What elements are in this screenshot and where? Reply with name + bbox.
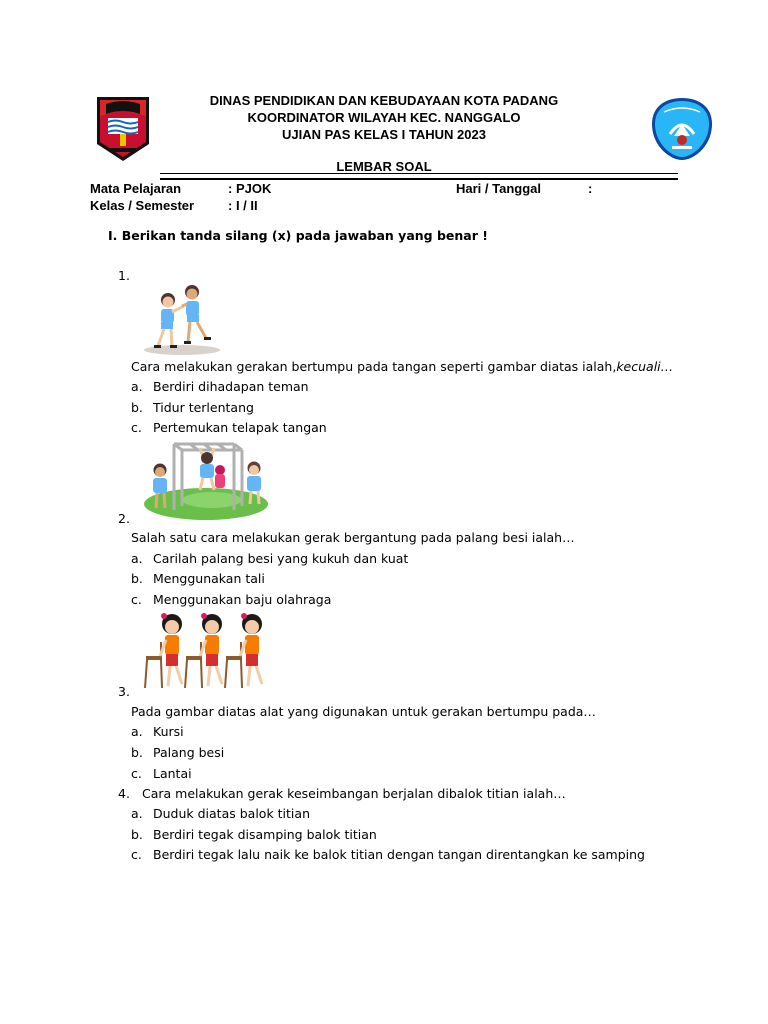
option-letter: a.	[131, 379, 143, 394]
question-4-option-a[interactable]	[131, 806, 310, 821]
monkey-bars-illustration	[142, 440, 268, 522]
option-text: Tidur terlentang	[153, 400, 254, 415]
option-text: Duduk diatas balok titian	[153, 806, 310, 821]
option-letter: b.	[131, 571, 143, 586]
question-2-text: Salah satu cara melakukan gerak bergantung pada palang besi ialah…	[131, 530, 575, 545]
option-text: Kursi	[153, 724, 184, 739]
question-3-text: Pada gambar diatas alat yang digunakan untuk gerakan bertumpu pada…	[131, 704, 596, 719]
header-line-1: DINAS PENDIDIKAN DAN KEBUDAYAAN KOTA PADANG	[209, 93, 559, 108]
class-label: Kelas / Semester	[90, 198, 195, 213]
option-letter: c.	[131, 847, 142, 862]
option-text: Berdiri dihadapan teman	[153, 379, 309, 394]
question-1-option-b[interactable]	[131, 400, 254, 415]
option-text: Palang besi	[153, 745, 225, 760]
option-text: Menggunakan baju olahraga	[153, 592, 332, 607]
question-3-option-c[interactable]	[131, 766, 192, 781]
question-4-option-c[interactable]	[131, 847, 645, 862]
question-4-number: 4.	[118, 786, 130, 801]
option-letter: b.	[131, 827, 143, 842]
question-2-option-b[interactable]	[131, 571, 265, 586]
option-letter: a.	[131, 724, 143, 739]
header-divider	[160, 173, 678, 174]
header-line-3: UJIAN PAS KELAS I TAHUN 2023	[282, 127, 486, 142]
subject-value: : PJOK	[228, 181, 272, 196]
chair-exercise-illustration	[142, 612, 268, 690]
option-text: Berdiri tegak disamping balok titian	[153, 827, 377, 842]
option-letter: b.	[131, 400, 143, 415]
page-title: LEMBAR SOAL	[336, 159, 432, 174]
question-1-option-a[interactable]	[131, 379, 309, 394]
option-text: Lantai	[153, 766, 192, 781]
question-2-option-a[interactable]	[131, 551, 408, 566]
question-1-text	[131, 359, 673, 374]
question-4-text: Cara melakukan gerak keseimbangan berjalan dibalok titian ialah…	[142, 786, 566, 801]
option-letter: c.	[131, 420, 142, 435]
subject-label: Mata Pelajaran	[90, 181, 182, 196]
section-instruction: I. Berikan tanda silang (x) pada jawaban yang benar !	[108, 228, 488, 243]
option-text: Berdiri tegak lalu naik ke balok titian dengan tangan direntangkan ke samping	[153, 847, 645, 862]
question-3-number: 3.	[118, 684, 130, 699]
question-4-option-b[interactable]	[131, 827, 377, 842]
option-text: Menggunakan tali	[153, 571, 265, 586]
question-1-option-c[interactable]	[131, 420, 327, 435]
option-letter: c.	[131, 592, 142, 607]
question-3-option-b[interactable]	[131, 745, 224, 760]
date-value: :	[588, 181, 593, 196]
class-value: : I / II	[228, 198, 258, 213]
option-text: Pertemukan telapak tangan	[153, 420, 327, 435]
option-letter: c.	[131, 766, 142, 781]
date-label: Hari / Tanggal	[456, 181, 541, 196]
header-divider-thick	[160, 178, 678, 180]
question-1-text-main: Cara melakukan gerakan bertumpu pada tangan seperti gambar diatas ialah,	[131, 359, 617, 374]
question-2-number: 2.	[118, 511, 130, 526]
option-letter: a.	[131, 806, 143, 821]
push-hands-illustration	[142, 282, 222, 356]
question-2-option-c[interactable]	[131, 592, 331, 607]
question-3-option-a[interactable]	[131, 724, 184, 739]
option-letter: b.	[131, 745, 143, 760]
question-1-text-italic: kecuali…	[616, 359, 674, 374]
question-1-number: 1.	[118, 268, 130, 283]
header-line-2: KOORDINATOR WILAYAH KEC. NANGGALO	[247, 110, 521, 125]
option-letter: a.	[131, 551, 143, 566]
question-4	[118, 786, 566, 801]
option-text: Carilah palang besi yang kukuh dan kuat	[153, 551, 409, 566]
